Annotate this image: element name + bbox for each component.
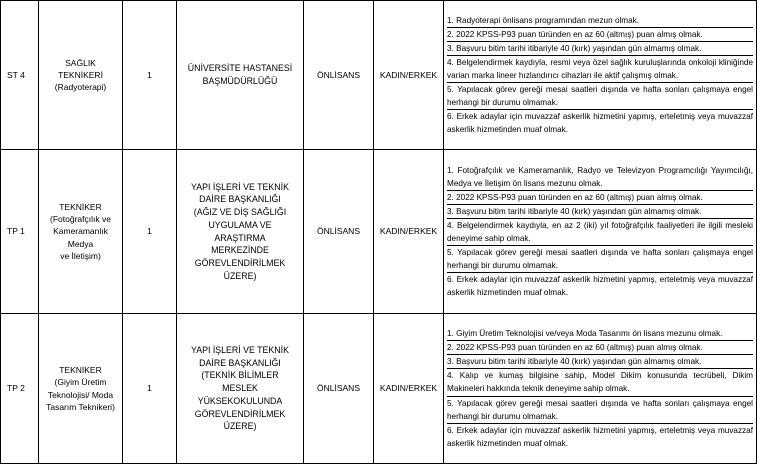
unit-line: (AĞIZ VE DİŞ SAĞLIĞI: [193, 207, 287, 217]
position-code-cell: [1, 150, 39, 314]
unit-line: ÜZERE): [223, 270, 257, 281]
table-row: [1, 314, 757, 464]
requirement-item: 1. Radyoterapi önlisans programından mezun olmak.: [447, 15, 640, 25]
position-count-cell: [123, 1, 177, 150]
requirement-item: 4. Belgelendirmek kaydıyla, resmi veya özel sağlık kuruluşlarında onkoloji kliniğinde varian marka lineer hızlandırıcı cihazları ile aktif çalışmış olmak.: [447, 55, 753, 82]
unit-line: GÖREVLENDİRİLMEK: [194, 408, 286, 419]
table-body: [1, 1, 757, 464]
position-subtitle-line: ve İletişim): [60, 250, 101, 261]
position-code: ST 4: [7, 69, 25, 80]
position-unit-cell: [177, 1, 304, 150]
requirement-item: 5. Yapılacak görev gereği mesai saatleri dışında ve hafta sonları çalışmaya engel herhangi bir durumu olmamak.: [447, 82, 753, 109]
position-count-cell: [123, 150, 177, 314]
requirement-item: 5. Yapılacak görev gereği mesai saatleri dışında ve hafta sonları çalışmaya engel herhangi bir durumu olmamak.: [447, 245, 753, 272]
education-level: ÖNLİSANS: [317, 69, 360, 80]
position-code-cell: [1, 314, 39, 464]
education-cell: [304, 314, 374, 464]
position-count: 1: [147, 69, 152, 80]
unit-line: (TEKNİK BİLİMLER MESLEK: [201, 370, 279, 394]
position-code: TP 1: [7, 226, 25, 237]
position-subtitle-line: (Radyoterapi): [54, 82, 107, 93]
requirement-item: 2. 2022 KPSS-P93 puan türünden en az 60 (altmış) puan almış olmak.: [447, 27, 753, 41]
unit-line: DAİRE BAŞKANLIĞI: [199, 194, 281, 205]
requirement-item: 3. Başvuru bitim tarihi itibariyle 40 (kırk) yaşından gün almamış olmak.: [447, 354, 753, 368]
position-title-cell: [39, 314, 123, 464]
gender-cell: [374, 1, 444, 150]
gender-value: KADIN/ERKEK: [379, 226, 438, 237]
requirement-item: 2. 2022 KPSS-P93 puan türünden en az 60 (altmış) puan almış olmak.: [447, 340, 753, 354]
position-subtitle-line: Teknolojisi/ Moda: [47, 389, 114, 400]
position-unit-cell: [177, 150, 304, 314]
position-subtitle-line: (Fotoğrafçılık ve: [50, 214, 111, 225]
requirement-item: 3. Başvuru bitim tarihi itibariyle 40 (kırk) yaşından gün almamış olmak.: [447, 204, 753, 218]
requirement-item: 1. Fotoğrafçılık ve Kameramanlık, Radyo ve Televizyon Programcılığı Yayımcılığı, Medya ve İletişim ön lisans mezunu olmak.: [447, 165, 753, 188]
requirement-item: 6. Erkek adaylar için muvazzaf askerlik hizmetini yapmış, erteletmiş veya muvazzaf askerlik hizmetinden muaf olmak.: [447, 423, 753, 450]
unit-line: BAŞMÜDÜRLÜĞÜ: [202, 76, 278, 86]
unit-line: GÖREVLENDİRİLMEK: [194, 258, 286, 268]
requirements-cell: [444, 1, 757, 150]
education-level: ÖNLİSANS: [317, 383, 360, 394]
unit-line: YAPI İŞLERİ VE TEKNİK: [191, 344, 289, 355]
position-code-cell: [1, 1, 39, 150]
position-code: TP 2: [7, 383, 25, 394]
position-subtitle-line: (Giyim Üretim: [54, 377, 107, 388]
position-count-cell: [123, 314, 177, 464]
position-subtitle-line: Kameramanlık Medya: [53, 226, 108, 249]
gender-cell: [374, 150, 444, 314]
requirement-item: 3. Başvuru bitim tarihi itibariyle 40 (kırk) yaşından gün almamış olmak.: [447, 41, 753, 55]
education-cell: [304, 150, 374, 314]
position-count: 1: [147, 383, 152, 394]
position-count: 1: [147, 226, 152, 237]
unit-line: YÜKSEKOKULUNDA: [197, 395, 283, 406]
unit-line: YAPI İŞLERİ VE TEKNİK: [191, 181, 289, 192]
requirement-item: 5. Yapılacak görev gereği mesai saatleri dışında ve hafta sonları çalışmaya engel herhangi bir durumu olmamak.: [447, 396, 753, 423]
requirement-item: 1. Giyim Üretim Teknolojisi ve/veya Moda Tasarımı ön lisans mezunu olmak.: [447, 329, 723, 339]
position-title-cell: [39, 1, 123, 150]
unit-line: ÜNİVERSİTE HASTANESİ: [187, 63, 293, 74]
table-row: [1, 1, 757, 150]
position-title: SAĞLIK TEKNİKERİ: [58, 57, 103, 80]
education-cell: [304, 1, 374, 150]
position-title: TEKNİKER: [59, 364, 102, 375]
requirement-item: 4. Kalıp ve kumaş bilgisine sahip, Model Dikim konusunda tecrübeli, Dikim Makineleri hakkında teknik deneyime sahip olmak.: [447, 368, 753, 395]
requirement-item: 6. Erkek adaylar için muvazzaf askerlik hizmetini yapmış, erteletmiş veya muvazzaf askerlik hizmetinden muaf olmak.: [447, 109, 753, 136]
position-title: TEKNİKER: [59, 201, 102, 212]
education-level: ÖNLİSANS: [317, 226, 360, 237]
position-subtitle-line: Tasarım Teknikeri): [46, 401, 115, 412]
gender-value: KADIN/ERKEK: [379, 69, 438, 80]
requirements-cell: [444, 314, 757, 464]
table-row: [1, 150, 757, 314]
gender-cell: [374, 314, 444, 464]
requirement-item: 2. 2022 KPSS-P93 puan türünden en az 60 (altmış) puan almış olmak.: [447, 190, 753, 204]
gender-value: KADIN/ERKEK: [379, 383, 438, 394]
unit-line: ÜZERE): [223, 421, 257, 432]
position-unit-cell: [177, 314, 304, 464]
unit-line: DAİRE BAŞKANLIĞI: [199, 357, 281, 368]
requirement-item: 6. Erkek adaylar için muvazzaf askerlik hizmetini yapmış, erteletmiş veya muvazzaf askerlik hizmetinden muaf olmak.: [447, 272, 753, 299]
unit-line: UYGULAMA VE ARAŞTIRMA: [208, 219, 272, 243]
requirement-item: 4. Belgelendirmek kaydıyla, en az 2 (iki) yıl fotoğrafçılık faaliyetleri ile ilgili mesleki deneyime sahip olmak.: [447, 218, 753, 245]
position-title-cell: [39, 150, 123, 314]
unit-line: MERKEZİNDE: [211, 245, 269, 256]
requirements-cell: [444, 150, 757, 314]
